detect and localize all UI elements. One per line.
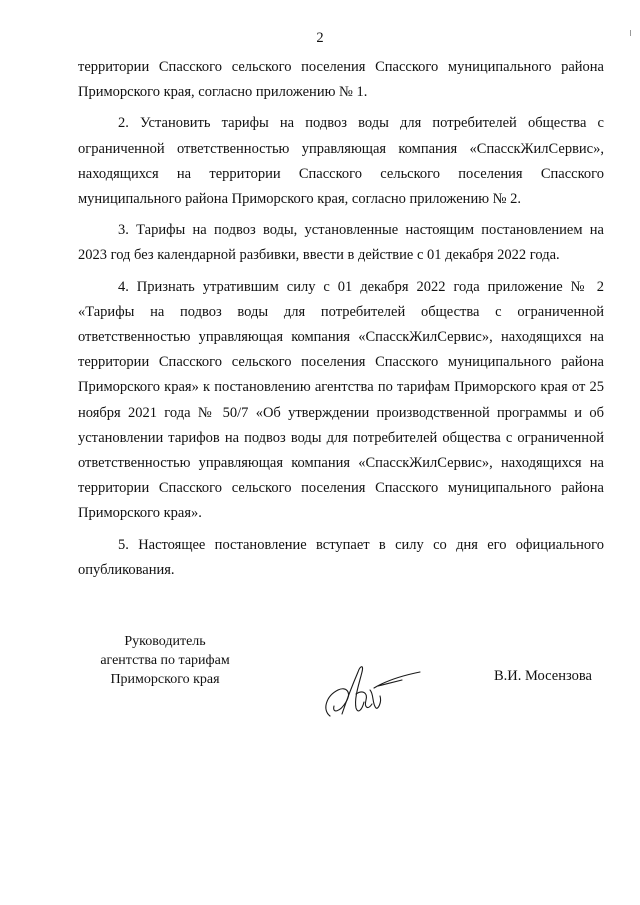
signatory-title-line: агентства по тарифам: [100, 653, 230, 668]
document-body: [78, 55, 604, 583]
handwritten-signature: [312, 650, 422, 724]
signatory-title-line: Руководитель: [124, 634, 206, 649]
signatory-title: [60, 632, 270, 689]
signatory-name: В.И. Мосензова: [494, 668, 592, 684]
paragraph-2: 2. Установить тарифы на подвоз воды для потребителей общества с ограниченной ответственностью управляющая компания «СпасскЖилСервис», находящихся на территории Спасского сельского поселения Спасского муниципального района Приморского края, согласно приложению № 2.: [78, 115, 604, 208]
signatory-title-line: Приморского края: [110, 672, 220, 687]
signature-block: [0, 632, 640, 722]
edge-mark: [630, 30, 634, 36]
paragraph-5: 5. Настоящее постановление вступает в силу со дня его официального опубликования.: [78, 536, 604, 578]
paragraph-3: 3. Тарифы на подвоз воды, установленные настоящим постановлением на 2023 год без календарной разбивки, ввести в действие с 01 декабря 2022 года.: [78, 222, 604, 264]
page-number: 2: [316, 30, 324, 46]
paragraph-continuation: территории Спасского сельского поселения Спасского муниципального района Приморского края, согласно приложению № 1.: [78, 59, 604, 101]
paragraph-4: 4. Признать утратившим силу с 01 декабря 2022 года приложение № 2 «Тарифы на подвоз воды для потребителей общества с ограниченной ответственностью управляющая компания «СпасскЖилСервис», находящихся на территории Спасского сельского поселения Спасского муниципального района Приморского края» к постановлению агентства по тарифам Приморского края от 25 ноября 2021 года № 50/7 «Об утверждении производственной программы и об установлении тарифов на подвоз воды для потребителей общества с ограниченной ответственностью управляющая компания «СпасскЖилСервис», находящихся на территории Спасского сельского поселения Спасского муниципального района Приморского края».: [78, 278, 604, 522]
